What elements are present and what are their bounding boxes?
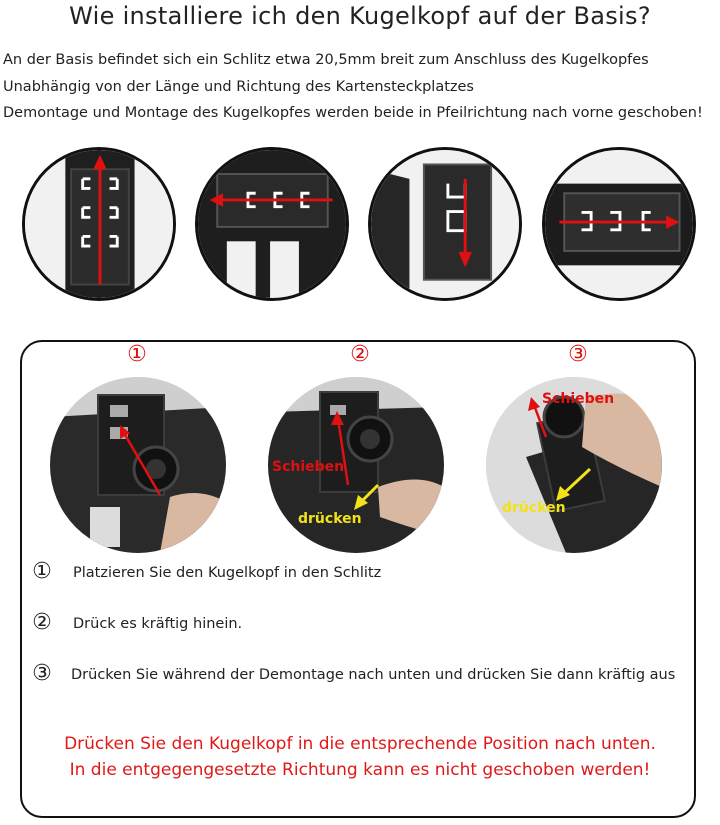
step3-press-label: drücken <box>502 500 566 516</box>
slot-down-icon <box>371 150 519 298</box>
page-title: Wie installiere ich den Kugelkopf auf der Basis? <box>69 2 651 30</box>
slot-up-icon <box>25 150 173 298</box>
step-photo-2 <box>268 377 444 553</box>
step-photo-1 <box>50 377 226 553</box>
detail-circle-horizontal-right <box>542 147 696 301</box>
intro-line-3: Demontage und Montage des Kugelkopfes werden beide in Pfeilrichtung nach vorne geschoben! <box>3 105 703 121</box>
step2-press-label: drücken <box>298 511 362 527</box>
intro-line-1: An der Basis befindet sich ein Schlitz etwa 20,5mm breit zum Anschluss des Kugelkopfes <box>3 52 649 68</box>
intro-line-2: Unabhängig von der Länge und Richtung des Kartensteckplatzes <box>3 79 474 95</box>
step2-push-label: Schieben <box>272 459 345 475</box>
detail-circle-horizontal-left <box>195 147 349 301</box>
step3-push-label: Schieben <box>542 391 615 407</box>
detail-circle-vertical-down <box>368 147 522 301</box>
ball-head-remove-icon <box>486 377 662 553</box>
ball-head-press-icon <box>268 377 444 553</box>
step-marker-2: ② <box>350 342 370 367</box>
instruction-text-3: Drücken Sie während der Demontage nach unten und drücken Sie dann kräftig aus <box>71 667 676 683</box>
note-line-1: Drücken Sie den Kugelkopf in die entsprechende Position nach unten. <box>64 734 656 754</box>
slot-left-icon <box>198 150 346 298</box>
step-marker-3: ③ <box>568 342 588 367</box>
detail-circle-vertical-up <box>22 147 176 301</box>
instruction-text-1: Platzieren Sie den Kugelkopf in den Schlitz <box>73 565 382 581</box>
instruction-num-2: ② <box>32 610 52 635</box>
ball-head-place-icon <box>50 377 226 553</box>
step-marker-1: ① <box>127 342 147 367</box>
step-photo-3 <box>486 377 662 553</box>
slot-right-icon <box>545 150 693 298</box>
note-line-2: In die entgegengesetzte Richtung kann es nicht geschoben werden! <box>69 760 651 780</box>
instruction-text-2: Drück es kräftig hinein. <box>73 616 243 632</box>
instruction-num-3: ③ <box>32 661 52 686</box>
instruction-num-1: ① <box>32 559 52 584</box>
